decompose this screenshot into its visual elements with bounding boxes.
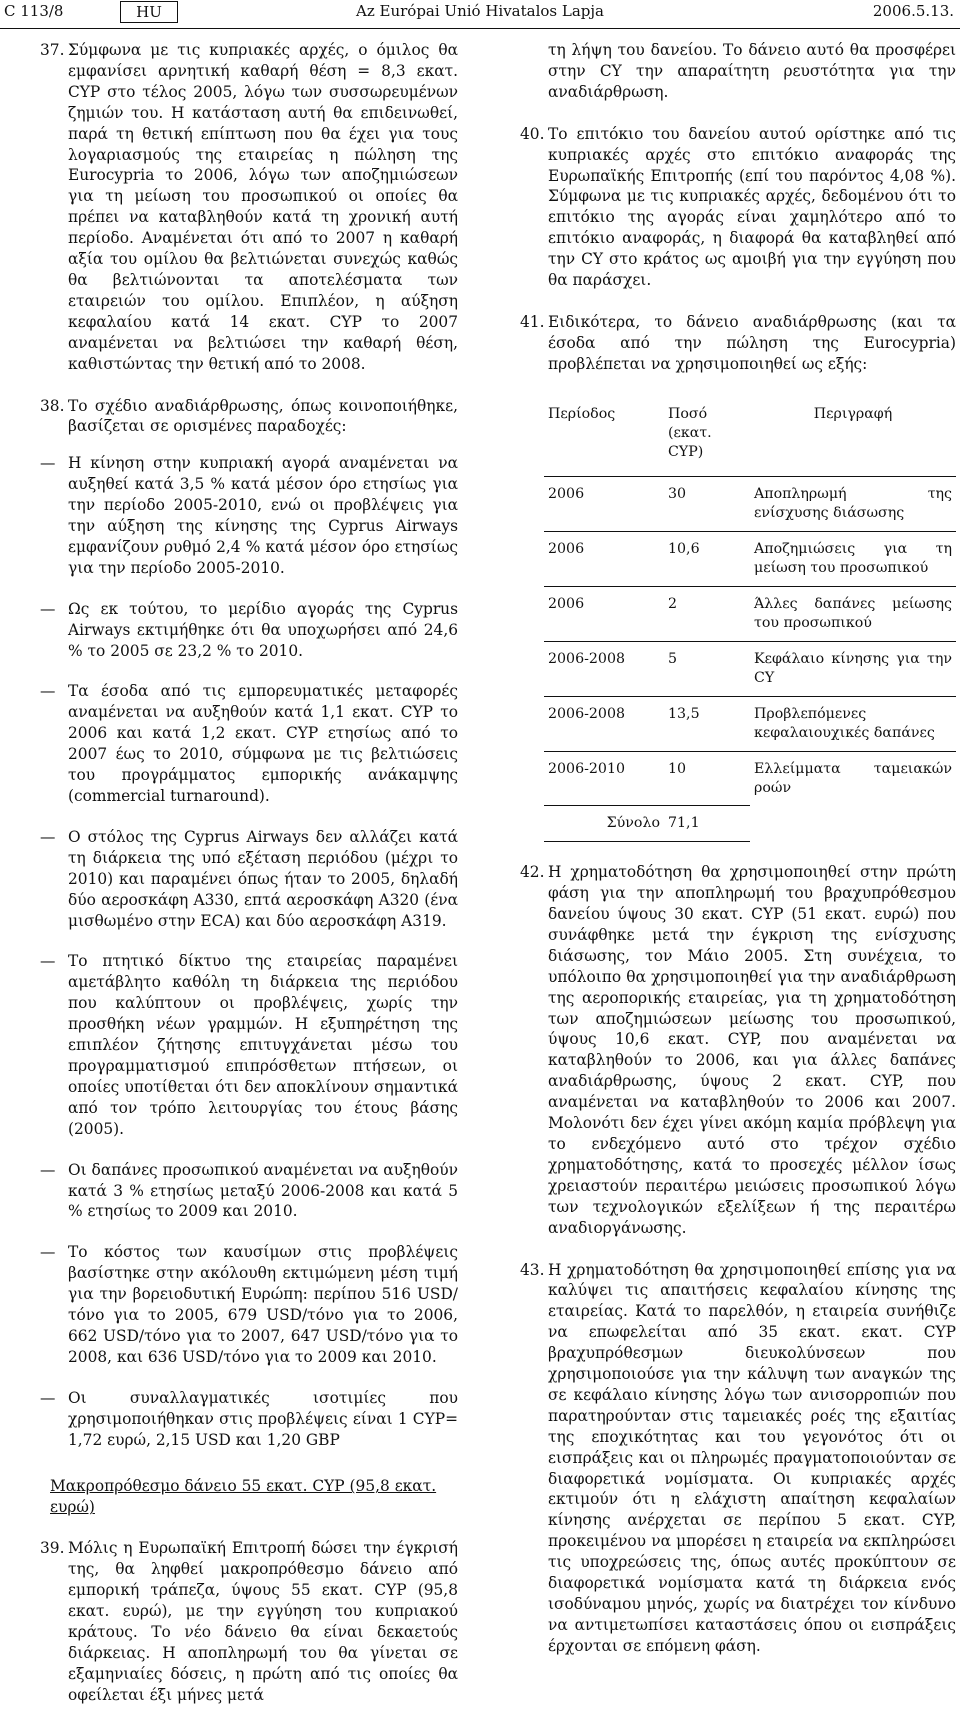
column-header-amount: Ποσό (εκατ. CYP) bbox=[668, 405, 712, 460]
language-code-box: HU bbox=[120, 1, 178, 23]
list-item-text: Ο στόλος της Cyprus Airways δεν αλλάζει κατά τη διάρκεια της υπό εξέταση περιόδου (μέχρι το 2010) και παραμένει όπως ήταν το 2005, δηλαδή δύο αεροσκάφη A330, επτά αεροσκάφη A320 (ένα μισθωμένο στην ECA) και δύο αεροσκάφη A319. bbox=[68, 827, 458, 930]
paragraph-40 bbox=[520, 124, 956, 291]
paragraph-text: Το σχέδιο αναδιάρθρωσης, όπως κοινοποιήθηκε, βασίζεται σε ορισμένες παραδοχές: bbox=[68, 396, 458, 436]
total-label: Σύνολο bbox=[544, 806, 664, 842]
list-item-text: Το κόστος των καυσίμων στις προβλέψεις βασίστηκε στην ακόλουθη εκτιμώμενη μέση τιμή για την βορειοδυτική Ευρώπη: περίπου 516 USD/τόνο για το 2005, 679 USD/τόνο για το 2006, 662 USD/τόνο για το 2007, 647 USD/τόνο για το 2008, και 636 USD/τόνο για το 2009 και 2010. bbox=[68, 1243, 458, 1366]
cell-period: 2006 bbox=[544, 586, 664, 641]
dash-marker: — bbox=[40, 454, 56, 473]
cell-description: Κεφάλαιο κίνησης για την CY bbox=[750, 641, 956, 696]
dash-marker: — bbox=[40, 952, 56, 971]
list-item bbox=[40, 599, 458, 662]
dash-marker: — bbox=[40, 599, 56, 618]
cell-amount: 13,5 bbox=[664, 696, 750, 751]
table-row bbox=[544, 696, 956, 751]
table-row bbox=[544, 751, 956, 806]
list-item bbox=[40, 453, 458, 578]
cell-period: 2006 bbox=[544, 531, 664, 586]
cell-amount: 30 bbox=[664, 476, 750, 531]
page-reference: C 113/8 bbox=[4, 2, 64, 20]
list-item bbox=[40, 1388, 458, 1451]
paragraph-number: 43. bbox=[520, 1260, 545, 1279]
list-item-text: Ως εκ τούτου, το μερίδιο αγοράς της Cyprus Airways εκτιμήθηκε ότι θα υποχωρήσει από 24,6 % το 2005 σε 23,2 % το 2010. bbox=[68, 599, 458, 660]
total-value: 71,1 bbox=[664, 806, 750, 842]
section-subheading: Μακροπρόθεσμο δάνειο 55 εκατ. CYP (95,8 εκατ. ευρώ) bbox=[50, 1477, 437, 1517]
cell-description: Ελλείμματα ταμειακών ροών bbox=[750, 751, 956, 806]
right-column bbox=[520, 40, 956, 1678]
cell-amount: 5 bbox=[664, 641, 750, 696]
cell-period: 2006-2010 bbox=[544, 751, 664, 806]
cell-description: Άλλες δαπάνες μείωσης του προσωπικού bbox=[750, 586, 956, 641]
list-item-text: Η κίνηση στην κυπριακή αγορά αναμένεται να αυξηθεί κατά 3,5 % κατά μέσον όρο ετησίως για την περίοδο 2005-2010, ενώ οι προβλέψεις για την αύξηση της κίνησης της Cyprus Airways εμφανίζουν ρυθμό 2,4 % κατά μέσον όρο ετησίως για την περίοδο 2005-2010. bbox=[68, 454, 458, 577]
publication-date: 2006.5.13. bbox=[872, 2, 954, 20]
list-item-text: Οι συναλλαγματικές ισοτιμίες που χρησιμοποιήθηκαν στις προβλέψεις είναι 1 CYP= 1,72 ευρώ, 2,15 USD και 1,20 GBP bbox=[68, 1388, 458, 1449]
cell-amount: 2 bbox=[664, 586, 750, 641]
table-row bbox=[544, 476, 956, 531]
cell-description: Προβλεπόμενες κεφαλαιουχικές δαπάνες bbox=[750, 696, 956, 751]
paragraph-39 bbox=[40, 1538, 458, 1705]
cell-period: 2006 bbox=[544, 476, 664, 531]
paragraph-text: Ειδικότερα, το δάνειο αναδιάρθρωσης (και τα έσοδα από την πώληση της Eurocypria) προβλέπεται να χρησιμοποιηθεί ως εξής: bbox=[548, 312, 956, 373]
list-item bbox=[40, 951, 458, 1139]
list-item-text: Το πτητικό δίκτυο της εταιρείας παραμένει αμετάβλητο καθόλη τη διάρκεια της περιόδου που καλύπτουν οι προβλέψεις, χωρίς την προσθήκη νέων γραμμών. Η εξυπηρέτηση της επιπλέον ζήτησης επιτυγχάνεται μέσω του προγραμματισμού επιπρόσθετων πτήσεων, οι οποίες υποτίθεται ότι δεν αποκλίνουν σημαντικά από τον τρόπο λειτουργίας του έτους βάσης (2005). bbox=[68, 952, 458, 1138]
paragraph-number: 38. bbox=[40, 396, 65, 415]
loan-use-table bbox=[544, 399, 956, 843]
assumptions-list bbox=[40, 453, 458, 1450]
table-total-row bbox=[544, 806, 956, 842]
list-item bbox=[40, 1160, 458, 1223]
paragraph-text: Το επιτόκιο του δανείου αυτού ορίστηκε από τις κυπριακές αρχές στο επιτόκιο αναφοράς της Ευρωπαϊκής Επιτροπής (επί του παρόντος 4,08 %). Σύμφωνα με τις κυπριακές αρχές, δεδομένου ότι το επιτόκιο της αγοράς είναι χαμηλότερο από το επιτόκιο αναφοράς, η διαφορά θα καταβληθεί από την CY στο κράτος ως αμοιβή για την εγγύηση που θα παράσχει. bbox=[548, 124, 956, 290]
page-header bbox=[0, 0, 960, 36]
paragraph-number: 42. bbox=[520, 863, 545, 882]
paragraph-number: 37. bbox=[40, 41, 65, 59]
list-item bbox=[40, 1242, 458, 1367]
dash-marker: — bbox=[40, 1243, 56, 1262]
paragraph-text: Η χρηματοδότηση θα χρησιμοποιηθεί επίσης για να καλύψει τις απαιτήσεις κεφαλαίου κίνησης της εταιρείας. Κατά το παρελθόν, η εταιρεία συνήθιζε να επωφελείται από 35 εκατ. εκατ. CYP βραχυπρόθεσμων διευκολύνσεων που χρησιμοποιούσε για την κάλυψη των αναγκών της σε κεφάλαιο κίνησης λόγω των ανισορροπιών που παρατηρούνταν στις ταμειακές ροές της εξαιτίας της εποχικότητας και του γεγονότος ότι οι εισπράξεις και οι πληρωμές πραγματοποιούνταν σε διαφορετικά νομίσματα. Οι κυπριακές αρχές εκτιμούν ότι η ελάχιστη απαίτηση κεφαλαίων κίνησης ανέρχεται σε περίπου 5 εκατ. CYP, προκειμένου να μπορέσει η εταιρεία να εκπληρώσει τις υποχρεώσεις της, όπως αυτές προκύπτουν σε διαφορετικά νομίσματα κατά τη διάρκεια ενός ισοδύναμου μηνός, χωρίς να διατρέχει τον κίνδυνο να αντιμετωπίσει καταστάσεις όπου οι εισπράξεις έρχονται σε επόμενη φάση. bbox=[548, 1260, 956, 1655]
paragraph-37 bbox=[40, 40, 458, 375]
dash-marker: — bbox=[40, 1160, 56, 1179]
paragraph-38 bbox=[40, 396, 458, 438]
dash-marker: — bbox=[40, 827, 56, 846]
cell-period: 2006-2008 bbox=[544, 641, 664, 696]
cell-amount: 10 bbox=[664, 751, 750, 806]
list-item-text: Τα έσοδα από τις εμπορευματικές μεταφορές αναμένεται να αυξηθούν κατά 1,1 εκατ. CYP το 2006 και κατά 1,2 εκατ. CYP ετησίως από το 2007 έως το 2010, σύμφωνα με τις βελτιώσεις του προγράμματος εμπορικής ανάκαμψης (commercial turnaround). bbox=[68, 682, 458, 805]
total-empty-cell bbox=[750, 806, 956, 842]
table-header-row bbox=[544, 399, 956, 477]
cell-description: Αποζημιώσεις για τη μείωση του προσωπικού bbox=[750, 531, 956, 586]
paragraph-43 bbox=[520, 1260, 956, 1657]
list-item bbox=[40, 827, 458, 932]
paragraph-text: Μόλις η Ευρωπαϊκή Επιτροπή δώσει την έγκρισή της, θα ληφθεί μακροπρόθεσμο δάνειο από εμπορική τράπεζα, ύψους 55 εκατ. CYP (95,8 εκατ. ευρώ), με την εγγύηση του κυπριακού κράτους. Το νέο δάνειο θα είναι δεκαετούς διάρκειας. Η αποπληρωμή του θα γίνεται σε εξαμηνιαίες δόσεις, η πρώτη από τις οποίες θα οφείλεται έξι μήνες μετά bbox=[68, 1539, 458, 1704]
dash-marker: — bbox=[40, 682, 56, 701]
table-row bbox=[544, 641, 956, 696]
paragraph-text: Η χρηματοδότηση θα χρησιμοποιηθεί στην πρώτη φάση για την αποπληρωμή του βραχυπρόθεσμου δανείου ύψους 30 εκατ. CYP (51 εκατ. ευρώ) που συνάφθηκε μετά την έγκριση της ενίσχυσης διάσωσης, τον Μάιο 2005. Στη συνέχεια, το υπόλοιπο θα χρησιμοποιηθεί για την αναδιάρθρωση της αεροπορικής εταιρείας, για τη χρηματοδότηση των αποζημιώσεων μείωσης του προσωπικού, ύψους 10,6 εκατ. CYP, που αναμένεται να καταβληθούν το 2006, και για άλλες δαπάνες αναδιάρθρωσης, ύψους 2 εκατ. CYP, που αναμένεται να καταβληθούν το 2006 και 2007. Μολονότι δεν έχει γίνει ακόμη καμία πρόβλεψη για το ενδεχόμενο αυτό στο τρέχον σχέδιο χρηματοδότησης, κατά το προσεχές μέλλον ίσως χρειαστούν περαιτέρω μειώσεις προσωπικού λόγω των τεχνολογικών εξελίξεων ή της περαιτέρω αναδιοργάνωσης. bbox=[548, 863, 956, 1237]
table-row bbox=[544, 586, 956, 641]
dash-marker: — bbox=[40, 1388, 56, 1407]
table-row bbox=[544, 531, 956, 586]
paragraph-number: 40. bbox=[520, 124, 545, 143]
column-header-period: Περίοδος bbox=[548, 405, 616, 422]
paragraph-number: 41. bbox=[520, 312, 545, 331]
journal-title: Az Európai Unió Hivatalos Lapja bbox=[356, 2, 604, 20]
paragraph-42 bbox=[520, 862, 956, 1238]
header-rule bbox=[0, 28, 960, 29]
list-item-text: Οι δαπάνες προσωπικού αναμένεται να αυξηθούν κατά 3 % ετησίως μεταξύ 2006-2008 και κατά 5 % ετησίως το 2009 και 2010. bbox=[68, 1160, 458, 1221]
paragraph-41 bbox=[520, 312, 956, 375]
paragraph-text: τη λήψη του δανείου. Το δάνειο αυτό θα προσφέρει στην CY την απαραίτητη ρευστότητα για την αναδιάρθρωση. bbox=[548, 41, 956, 101]
paragraph-continuation bbox=[520, 40, 956, 103]
list-item bbox=[40, 681, 458, 806]
left-column bbox=[40, 40, 458, 1727]
cell-description: Αποπληρωμή της ενίσχυσης διάσωσης bbox=[750, 476, 956, 531]
cell-period: 2006-2008 bbox=[544, 696, 664, 751]
paragraph-text: Σύμφωνα με τις κυπριακές αρχές, ο όμιλος θα εμφανίσει αρνητική καθαρή θέση = 8,3 εκατ. CYP στο τέλος 2005, λόγω των συσσωρευμένων ζημιών του. Η κατάσταση αυτή θα επιδεινωθεί, παρά τη θετική επίπτωση που θα έχει για τους λογαριασμούς της εταιρείας η πώληση της Eurocypria το 2006, λόγω των αποζημιώσεων για τη μείωση του προσωπικού οι οποίες θα πρέπει να καταβληθούν κατά τη χρονική αυτή περίοδο. Αναμένεται ότι από το 2007 η καθαρή αξία του ομίλου θα βελτιώνεται συνεχώς καθώς θα βελτιώνονται τα αποτελέσματα των εταιρειών του ομίλου. Επιπλέον, η αύξηση κεφαλαίου κατά 14 εκατ. CYP το 2007 αναμένεται να βελτιώσει την καθαρή θέση, καθιστώντας την θετική από το 2008. bbox=[68, 41, 458, 373]
cell-amount: 10,6 bbox=[664, 531, 750, 586]
column-header-description: Περιγραφή bbox=[813, 405, 893, 422]
paragraph-number: 39. bbox=[40, 1539, 65, 1558]
